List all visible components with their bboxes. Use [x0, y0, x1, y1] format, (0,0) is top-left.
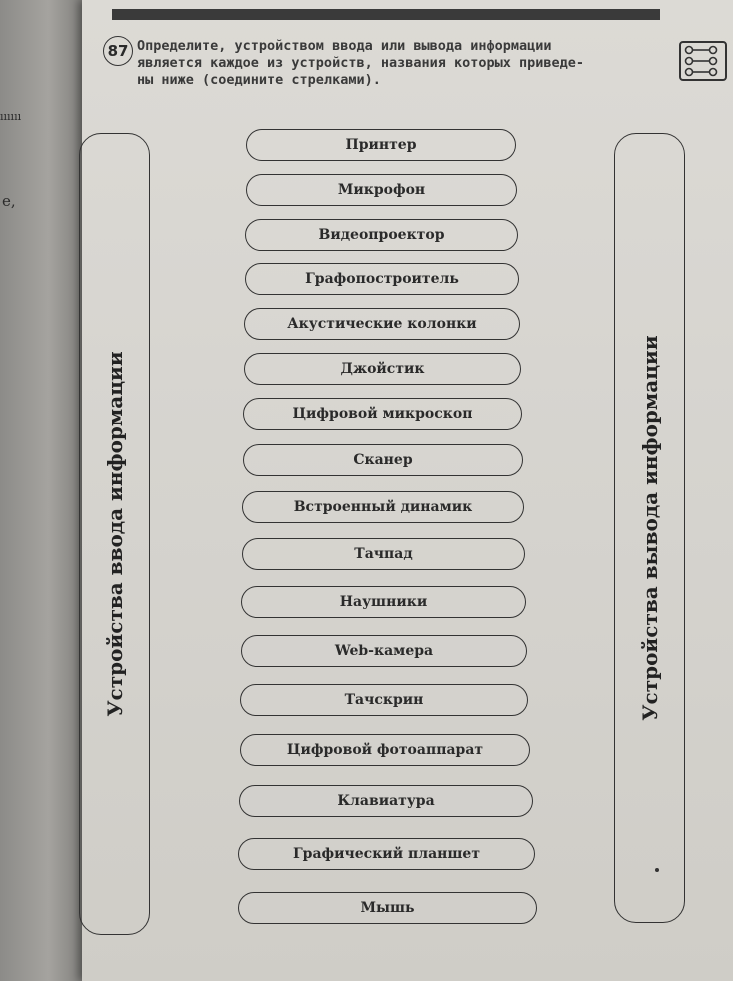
- task-line: Определите, устройством ввода или вывода информации: [137, 38, 552, 54]
- device-box[interactable]: Мышь: [238, 892, 537, 924]
- device-box[interactable]: Встроенный динамик: [242, 491, 524, 523]
- left-page: [0, 0, 88, 981]
- header-bar: [112, 9, 660, 20]
- left-page-fragment: е,: [2, 192, 16, 210]
- task-text: [137, 38, 663, 89]
- device-box[interactable]: Микрофон: [246, 174, 517, 206]
- task-number: 87: [103, 36, 133, 66]
- device-box[interactable]: Тачскрин: [240, 684, 528, 716]
- device-box[interactable]: Джойстик: [244, 353, 521, 385]
- task-line: является каждое из устройств, названия которых приведе-: [137, 55, 585, 71]
- pen-mark: [655, 868, 659, 872]
- device-box[interactable]: Web-камера: [241, 635, 527, 667]
- output-devices-label: Устройства вывода информации: [637, 335, 662, 721]
- device-box[interactable]: Цифровой фотоаппарат: [240, 734, 530, 766]
- device-box[interactable]: Принтер: [246, 129, 516, 161]
- device-box[interactable]: Тачпад: [242, 538, 525, 570]
- left-page-fragment: ıııııı: [0, 110, 22, 123]
- output-devices-column: [614, 133, 685, 923]
- device-box[interactable]: Наушники: [241, 586, 526, 618]
- task-line: ны ниже (соедините стрелками).: [137, 72, 381, 88]
- device-box[interactable]: Графопостроитель: [245, 263, 519, 295]
- device-box[interactable]: Графический планшет: [238, 838, 535, 870]
- device-box[interactable]: Акустические колонки: [244, 308, 520, 340]
- input-devices-label: Устройства ввода информации: [102, 351, 127, 717]
- device-box[interactable]: Видеопроектор: [245, 219, 518, 251]
- input-devices-column: [79, 133, 150, 935]
- device-box[interactable]: Сканер: [243, 444, 523, 476]
- device-box[interactable]: Клавиатура: [239, 785, 533, 817]
- device-box[interactable]: Цифровой микроскоп: [243, 398, 522, 430]
- connect-pairs-icon: [679, 41, 727, 81]
